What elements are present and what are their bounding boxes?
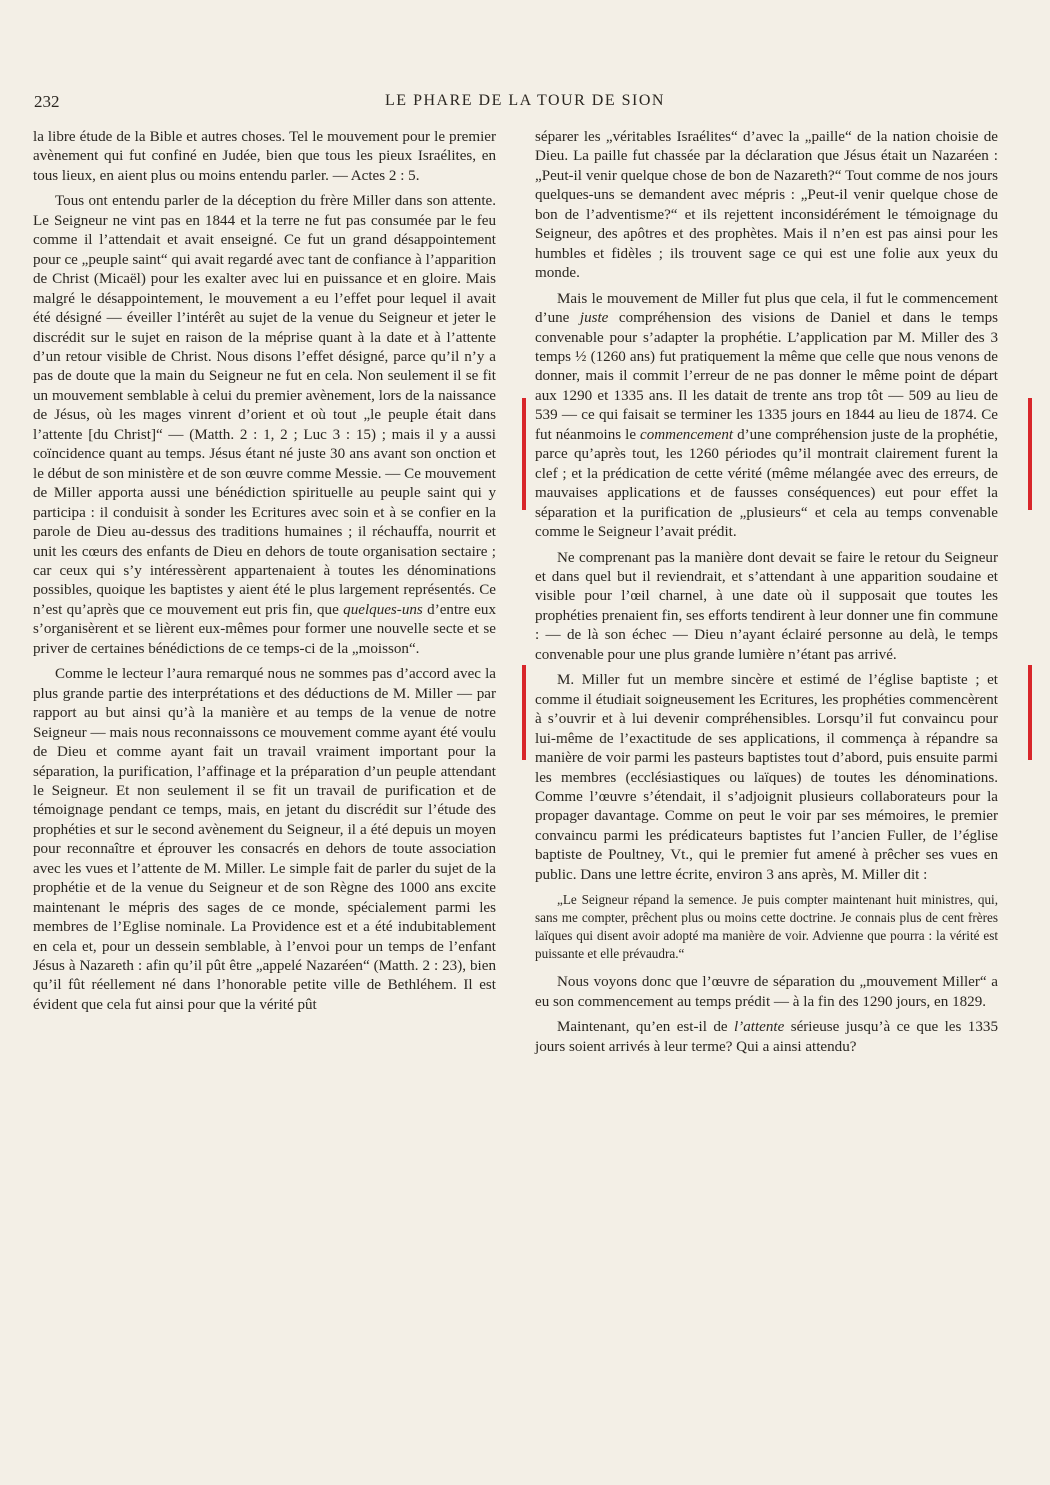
text-run: sérieuse jusqu’à ce que les 1335 jours soient arrivés à leur terme? Qui a ainsi attendu?	[535, 1019, 998, 1055]
emphasis: l’attente	[733, 1019, 785, 1036]
page-number: 232	[34, 92, 60, 111]
text-run: d’une compréhension juste de la prophétie, parce qu’après tout, les 1260 périodes qu’il montrait clairement furent la clef ; et la prédication de cette vérité (même mélangée avec des erreurs, de mauvaises applications et de fausses conséquences) eut pour effet la séparation et la purification de „plusieurs“ et cela au temps convenable comme le Seigneur l’avait prédit.	[535, 426, 999, 541]
paragraph: Ne comprenant pas la manière dont devait se faire le retour du Seigneur et dans quel but il reviendrait, et s’attendant à une apparition soudaine et visible pour l’œil charnel, à une date où il supposait que toutes les prophéties prenaient fin, ses efforts tendirent à leur donner une fin commune : — de là son échec — Dieu n’ayant éclairé personne au delà, le temps convenable pour une plus grande lumière n’étant pas arrivé.	[535, 549, 998, 663]
emphasis: commencement	[640, 426, 734, 443]
running-title: LE PHARE DE LA TOUR DE SION	[385, 92, 665, 109]
paragraph	[33, 192, 496, 659]
paragraph: séparer les „véritables Israélites“ d’avec la „paille“ de la nation choisie de Dieu. La paille fut chassée par la déclaration que Jésus était un Nazaréen : „Peut-il venir quelque chose de bon de Nazareth?“ Tout comme de nos jours quelques-uns se demandent avec mépris : „Peut-il venir quelque chose de bon de l’adventisme?“ et ils rejettent inconsidérément le témoignage du Seigneur, des apôtres et des prophètes. Mais il n’en est pas ainsi pour les humbles et fidèles ; ils trouvent sage ce qui est une folie aux yeux du monde.	[535, 129, 998, 282]
page-header	[30, 92, 1020, 114]
paragraph: M. Miller fut un membre sincère et estimé de l’église baptiste ; et comme il étudiait soigneusement les Ecritures, les prophéties commencèrent à s’ouvrir et à lui devenir compréhensibles. Lorsqu’il fut convaincu pour lui-même de l’exactitude de ses applications, il commença à répandre sa manière de voir parmi les pasteurs baptistes tout d’abord, puis ensuite parmi les membres (ecclésiastiques ou laïques) de toutes les dénominations. Comme l’œuvre s’étendait, il s’adjoignit plusieurs collaborateurs pour la propager davantage. Comme on peut le voir par ses mémoires, le premier convaincu parmi les prédicateurs baptistes fut l’ancien Fuller, de l’église baptiste de Poultney, Vt., qui le premier fut amené à prêcher ses vues en public. Dans une lettre écrite, environ 3 ans après, M. Miller dit :	[535, 672, 998, 883]
paragraph: la libre étude de la Bible et autres choses. Tel le mouvement pour le premier avènement qui fut confiné en Judée, bien que tous les pieux Israélites, en tous lieux, en aient plus ou moins entendu parler. — Actes 2 : 5.	[33, 129, 496, 184]
emphasis: juste	[579, 310, 609, 327]
block-quote: „Le Seigneur répand la semence. Je puis compter maintenant huit ministres, qui, sans me compter, prêchent plus ou moins cette doctrine. Je connais plus de cent frères laïques qui disent avoir adopté ma manière de voir. Advienne que pourra : la vérité est puissante et elle prévaudra.“	[535, 892, 998, 962]
paragraph: Nous voyons donc que l’œuvre de séparation du „mouvement Miller“ a eu son commencement au temps prédit — à la fin des 1290 jours, en 1829.	[535, 974, 998, 1010]
text-run: Tous ont entendu parler de la déception du frère Miller dans son attente. Le Seigneur ne vint pas en 1844 et la terre ne fut pas consumée par le feu comme il l’attendait et avait enseigné. Ce fut un grand désappointement pour ce „peuple saint“ qui avait regardé avec tant de confiance à l’apparition de Christ (Micaël) pour les exalter avec lui en puissance et en gloire. Mais malgré le désappointement, le mouvement a eu l’effet pour lequel il avait été désigné — éveiller l’intérêt au sujet de la venue du Seigneur et jeter le discrédit sur le sujet en raison de la méprise quant à la date et à l’attente d’un retour visible de Christ. Nous disons l’effet désigné, parce qu’il n’y a pas de doute que la main du Seigneur ne fut en cela. Non seulement il se fit un mouvement semblable à celui du premier avènement, lors de la naissance de Jésus, où les mages vinrent d’orient et où tout „le peuple était dans l’attente [du Christ]“ — (Matth. 2 : 1, 2 ; Luc 3 : 15) ; mais il y a aussi coïncidence quant au temps. Jésus étant né juste 30 ans avant son onction et le début de son ministère et de son œuvre comme Messie. — Ce mouvement de Miller apporta aussi une bénédiction spirituelle au peuple saint qui y participa : il conduisit à sonder les Ecritures avec soin et à se confier en la parole de Dieu au-dessus des traditions humaines ; il réchauffa, nourrit et unit les cœurs des enfants de Dieu en dehors de toute organisation sectaire ; car ceux qui s’y intéressèrent appartenaient à toutes les dénominations possibles, quoique les baptistes y aient été le plus largement représentés. Ce n’est qu’après que ce mouvement eut pris fin, que	[33, 193, 496, 618]
paragraph	[535, 290, 998, 543]
margin-mark-right	[1028, 665, 1032, 760]
margin-mark-left	[522, 665, 526, 760]
right-column	[535, 128, 998, 1063]
text-run: compréhension des visions de Daniel et dans le temps convenable pour s’adapter la prophétie. L’application par M. Miller des 3 temps ½ (1260 ans) fut pratiquement la même que celle que nous venons de donner, mais il commit l’erreur de ne pas donner le même point de départ aux 1290 et 1335 ans. Il les datait de trente ans trop tôt — 509 au lieu de 539 — ce qui faisait se terminer les 1335 jours en 1844 au lieu de 1874. Ce fut néanmoins le	[535, 310, 998, 443]
margin-mark-right	[1028, 398, 1032, 510]
left-column	[33, 128, 496, 1021]
emphasis: quelques-uns	[343, 601, 423, 618]
text-run: d’entre eux s’organisèrent et se lièrent eux-mêmes pour former une nouvelle secte et se priver de certaines bénédictions de ce temps-ci de la „moisson“.	[33, 601, 497, 657]
text-run: Maintenant, qu’en est-il de	[557, 1019, 734, 1036]
paragraph: Comme le lecteur l’aura remarqué nous ne sommes pas d’accord avec la plus grande partie des interprétations et des déductions de M. Miller — par rapport au but ainsi qu’à la manière et au temps de la venue de notre Seigneur — mais nous reconnaissons ce mouvement comme ayant été voulu de Dieu et comme ayant fait un travail vraiment important pour la séparation, la purification, l’affinage et la préparation d’un peuple attendant le Seigneur. Et non seulement il se fit un travail de purification et de témoignage pendant ce temps, mais, en jetant du discrédit sur l’étude des prophéties et sur le second avènement du Seigneur, il a été depuis un moyen pour reconnaître et éprouver les consacrés en dehors de toute association avec les vues et l’attente de M. Miller. Le simple fait de parler du sujet de la prophétie et de la venue du Seigneur et de son Règne des 1000 ans excite maintenant le mépris des sages de ce monde, spécialement parmi les membres de l’Eglise nominale. La Providence est et a été indubitablement en cela et, pour un dessein semblable, à l’envoi pour un temps de l’enfant Jésus à Nazareth : afin qu’il pût être „appelé Nazaréen“ (Matth. 2 : 23), bien qu’il fût réellement né dans l’honorable petite ville de Bethléhem. Il est évident que cela fut ainsi pour que la vérité pût	[33, 666, 496, 1013]
paragraph	[535, 1018, 998, 1057]
margin-mark-left	[522, 398, 526, 510]
text-run: Mais le mouvement de Miller fut plus que cela, il fut le commencement d’une	[535, 290, 998, 327]
